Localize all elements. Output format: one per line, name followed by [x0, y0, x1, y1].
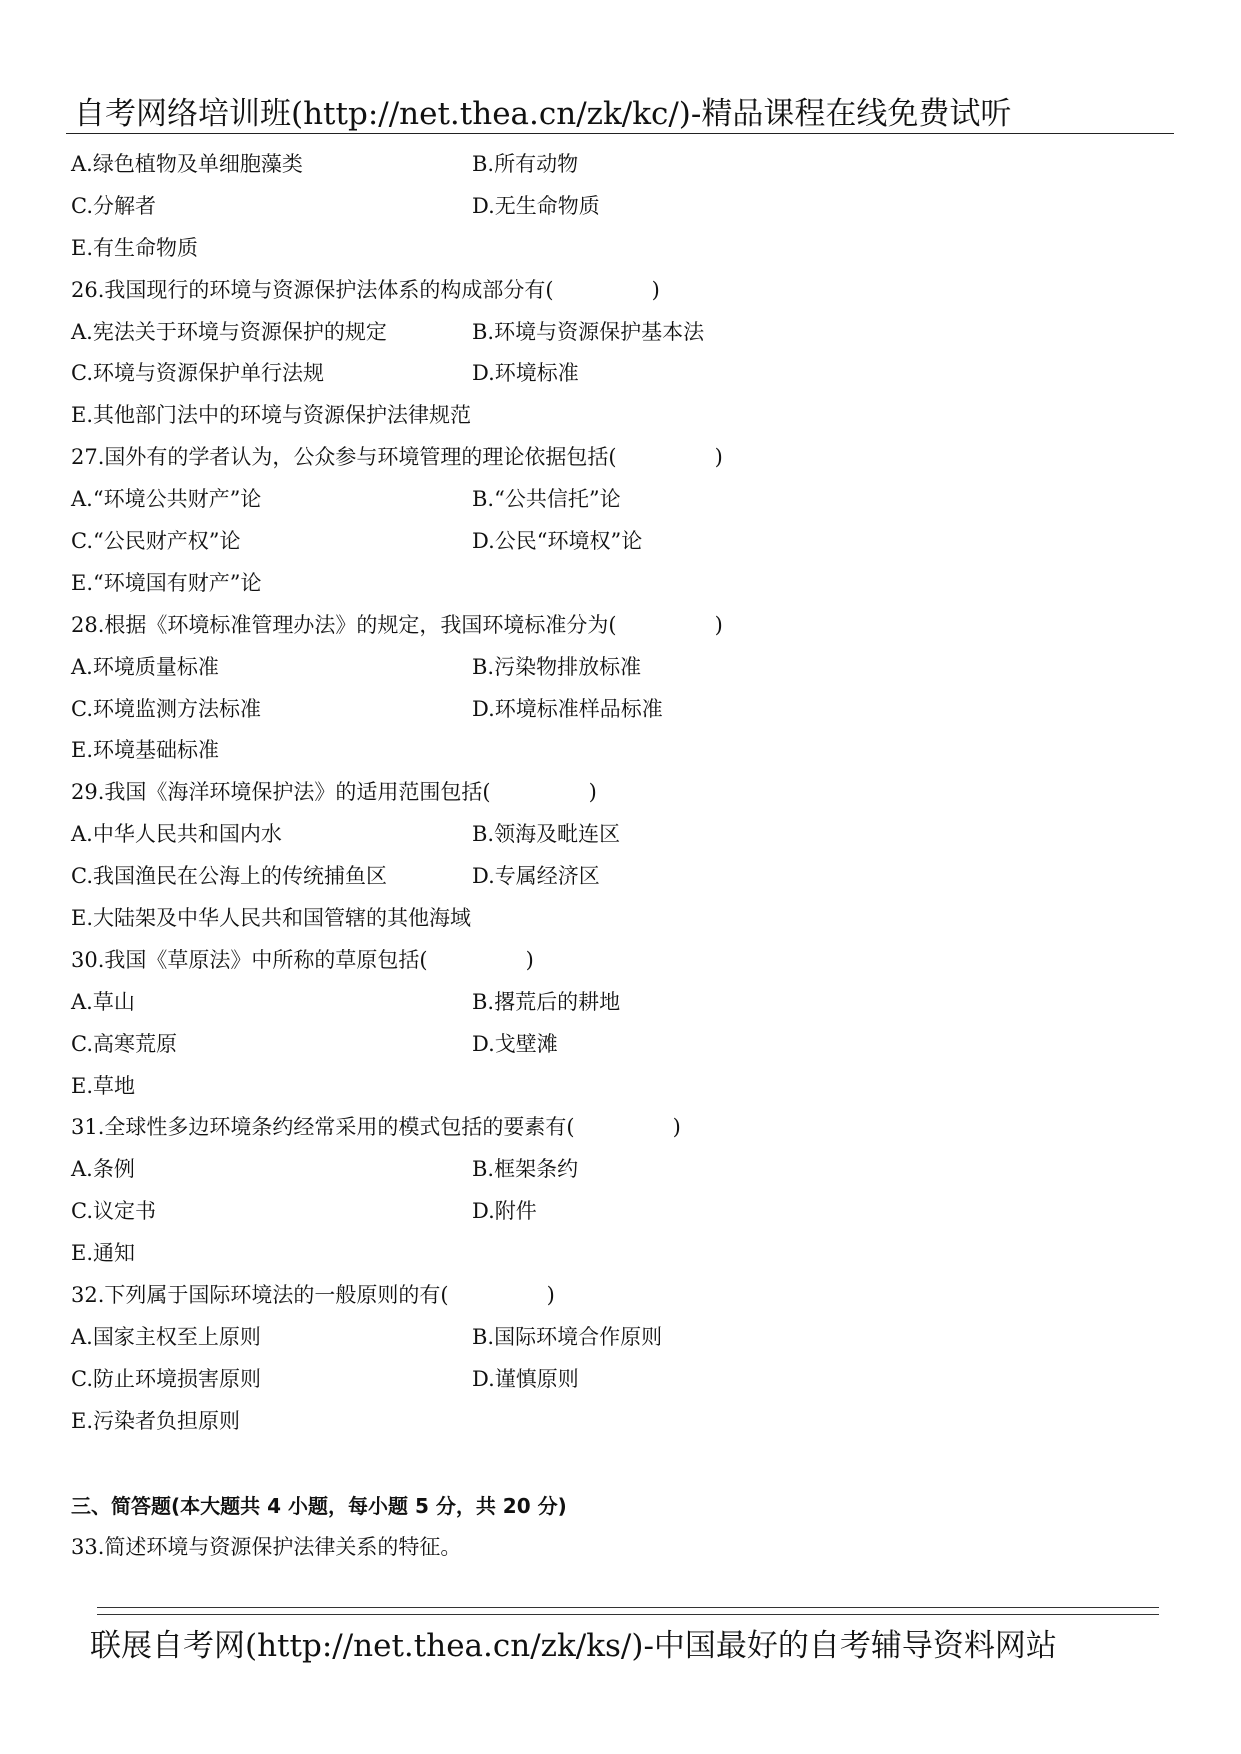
option-left: C.“公民财产权”论 — [71, 529, 241, 554]
option-left: C.环境监测方法标准 — [71, 696, 261, 721]
question-stem — [71, 940, 1171, 982]
option-right: B.“公共信托”论 — [472, 487, 621, 512]
closing-paren: ) — [588, 780, 597, 805]
question-text: 26.我国现行的环境与资源保护法体系的构成部分有( — [71, 277, 554, 302]
question-stem — [71, 437, 1171, 479]
section-title: 三、简答题(本大题共 4 小题，每小题 5 分，共 20 分) — [71, 1494, 567, 1518]
option-left: A.宪法关于环境与资源保护的规定 — [71, 319, 387, 344]
option-left: E.环境基础标准 — [71, 738, 220, 763]
question-text: 31.全球性多边环境条约经常采用的模式包括的要素有( — [71, 1115, 575, 1140]
option-left: C.环境与资源保护单行法规 — [71, 361, 324, 386]
option-row — [71, 689, 1171, 731]
option-row — [71, 1233, 1171, 1275]
option-right: B.所有动物 — [472, 152, 579, 176]
option-left: E.通知 — [71, 1241, 136, 1266]
option-row — [71, 144, 1171, 186]
option-left: E.“环境国有财产”论 — [71, 570, 262, 595]
option-row — [71, 186, 1171, 228]
option-row — [71, 898, 1171, 940]
closing-paren: ) — [546, 1283, 555, 1308]
question-text: 29.我国《海洋环境保护法》的适用范围包括( — [71, 780, 491, 805]
option-row — [71, 521, 1171, 563]
option-row — [71, 730, 1171, 772]
option-right: D.无生命物质 — [472, 193, 600, 218]
option-left: E.其他部门法中的环境与资源保护法律规范 — [71, 403, 472, 428]
option-left: A.“环境公共财产”论 — [71, 487, 262, 512]
option-right: D.附件 — [472, 1199, 537, 1224]
option-right: B.环境与资源保护基本法 — [472, 319, 705, 344]
closing-paren: ) — [525, 947, 534, 972]
question-stem — [71, 1107, 1171, 1149]
option-left: C.防止环境损害原则 — [71, 1366, 261, 1391]
option-row — [71, 982, 1171, 1024]
option-left: A.草山 — [71, 989, 135, 1014]
option-left: A.中华人民共和国内水 — [71, 822, 282, 847]
question-list — [71, 144, 1171, 1443]
option-row — [71, 1359, 1171, 1401]
question-text: 32.下列属于国际环境法的一般原则的有( — [71, 1283, 449, 1308]
option-row — [71, 1317, 1171, 1359]
option-right: B.国际环境合作原则 — [472, 1324, 663, 1349]
question-text: 30.我国《草原法》中所称的草原包括( — [71, 947, 428, 972]
option-row — [71, 479, 1171, 521]
page-footer: 联展自考网(http://net.thea.cn/zk/ks/)-中国最好的自考辅导资料网站 — [90, 1628, 1057, 1664]
option-right: D.专属经济区 — [472, 864, 600, 889]
closing-paren: ) — [714, 445, 723, 470]
option-left: E.有生命物质 — [71, 235, 199, 260]
footer-divider — [97, 1607, 1159, 1615]
option-right: B.污染物排放标准 — [472, 654, 642, 679]
option-row — [71, 1191, 1171, 1233]
header-divider — [66, 133, 1174, 134]
option-left: C.议定书 — [71, 1199, 156, 1224]
option-right: D.公民“环境权”论 — [472, 529, 643, 554]
option-row — [71, 647, 1171, 689]
option-left: C.分解者 — [71, 193, 156, 218]
closing-paren: ) — [714, 612, 723, 637]
option-right: B.框架条约 — [472, 1157, 579, 1182]
question-33: 33.简述环境与资源保护法律关系的特征。 — [71, 1535, 462, 1559]
option-row — [71, 1066, 1171, 1108]
question-stem — [71, 772, 1171, 814]
closing-paren: ) — [672, 1115, 681, 1140]
option-left: A.条例 — [71, 1157, 135, 1182]
option-left: E.草地 — [71, 1073, 136, 1098]
option-row — [71, 814, 1171, 856]
option-row — [71, 856, 1171, 898]
option-right: B.领海及毗连区 — [472, 822, 621, 847]
question-text: 27.国外有的学者认为，公众参与环境管理的理论依据包括( — [71, 445, 617, 470]
option-left: E.大陆架及中华人民共和国管辖的其他海域 — [71, 906, 472, 931]
option-right: D.谨慎原则 — [472, 1366, 579, 1391]
option-left: C.高寒荒原 — [71, 1031, 177, 1056]
option-row — [71, 1401, 1171, 1443]
option-right: B.撂荒后的耕地 — [472, 989, 621, 1014]
question-stem — [71, 270, 1171, 312]
option-right: D.环境标准样品标准 — [472, 696, 663, 721]
option-row — [71, 563, 1171, 605]
question-stem — [71, 1275, 1171, 1317]
option-row — [71, 1024, 1171, 1066]
option-left: E.污染者负担原则 — [71, 1408, 241, 1433]
option-row — [71, 312, 1171, 354]
option-row — [71, 353, 1171, 395]
option-left: A.绿色植物及单细胞藻类 — [71, 152, 303, 176]
option-right: D.戈壁滩 — [472, 1031, 558, 1056]
option-left: A.国家主权至上原则 — [71, 1324, 261, 1349]
question-stem — [71, 605, 1171, 647]
page-header: 自考网络培训班(http://net.thea.cn/zk/kc/)-精品课程在线免费试听 — [74, 96, 1012, 132]
option-row — [71, 395, 1171, 437]
option-left: C.我国渔民在公海上的传统捕鱼区 — [71, 864, 387, 889]
question-text: 28.根据《环境标准管理办法》的规定，我国环境标准分为( — [71, 612, 617, 637]
option-left: A.环境质量标准 — [71, 654, 219, 679]
closing-paren: ) — [651, 277, 660, 302]
option-right: D.环境标准 — [472, 361, 579, 386]
option-row — [71, 228, 1171, 270]
option-row — [71, 1149, 1171, 1191]
